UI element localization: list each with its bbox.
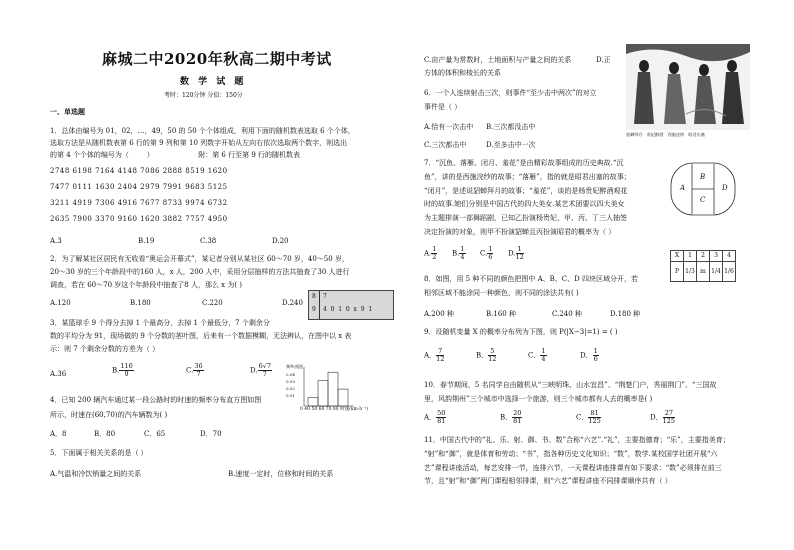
question-9: 9．设随机变量 X 的概率分布列为下图，则 P(|X−3|=1) = ( ) — [424, 328, 618, 336]
option-c[interactable]: C.38 — [200, 237, 217, 245]
denominator: 6 — [593, 355, 598, 364]
table-row: 2635 7900 3370 9160 1620 3882 7757 4950 — [50, 214, 228, 223]
hist-y-tick: 0.01 — [286, 393, 295, 398]
option-a[interactable]: A.120 — [50, 299, 71, 307]
option-c[interactable] — [528, 348, 547, 363]
ink-painting — [626, 44, 750, 130]
numerator: 27 — [663, 410, 675, 418]
question-text-line: 4．已知 200 辆汽车通过某一段公路时的时速的频率分布直方图如图 — [50, 396, 262, 404]
option-d[interactable]: D.正 — [596, 56, 611, 64]
table-row: 7477 0111 1630 2404 2979 7991 9683 5125 — [50, 183, 228, 191]
option-prefix: B. — [452, 249, 460, 258]
numerator: 1 — [593, 347, 598, 355]
stem: 9 — [312, 306, 316, 313]
question-text-line: “闭月”，是述说貂蝉拜月的故事；“羞花”，谈的是杨贵妃醉酒观花 — [424, 186, 628, 195]
question-text-line: 11．中国古代中的“礼、乐、射、御、书、数”合称“六艺”.“礼”，主要指德育；“乐”，主要指美育； — [424, 436, 730, 444]
question-text-line: 节，且“射”和“御”两门课程相邻排课，则“六艺”课程讲座不同排课顺序共有（ ） — [424, 477, 672, 486]
denominator: 81 — [437, 417, 446, 426]
option-b[interactable]: B.180 — [130, 299, 151, 307]
denominator: 12 — [436, 355, 445, 364]
question-7 — [424, 159, 631, 237]
question-text-line: 鱼”，讲的是西施浣纱的故事；“落雁”，指的就是昭君出塞的故事； — [424, 172, 631, 181]
stem: 8 — [312, 293, 316, 300]
region-b-label: B — [700, 173, 706, 181]
fraction — [593, 348, 599, 363]
histogram-bar — [318, 381, 328, 406]
question-text-line: 7．“沉鱼、落雁、闭月、羞花”是由精彩故事组成的历史典故.“沉 — [424, 159, 624, 167]
option-d[interactable] — [250, 363, 272, 378]
question-text-line: 8．如图，用 5 种不同的颜色把图中 A、B、C、D 四块区域分开，若 — [424, 275, 638, 283]
denominator: 9 — [124, 370, 129, 379]
table-cell: 3 — [710, 251, 723, 262]
option-d[interactable]: D．70 — [200, 430, 222, 438]
table-row: 2748 6198 7164 4148 7086 2888 8519 1620 — [50, 167, 228, 176]
question-text-line: 10．春节期间，5 名同学自由随机从“三峡明珠，山水宜昌”、“荆楚门户，秀丽荆门”、“三国故 — [424, 381, 717, 389]
fraction — [459, 246, 465, 261]
option-prefix: B. — [112, 366, 120, 375]
numerator: 1 — [488, 245, 493, 253]
exam-subtitle: 数 学 试 题 — [180, 77, 247, 87]
question-10 — [424, 381, 716, 404]
fraction — [516, 246, 524, 261]
option-a[interactable]: A.气温和冷饮销量之间的关系 — [50, 470, 142, 478]
option-d[interactable]: D.180 种 — [610, 310, 641, 318]
histogram-bar — [338, 389, 348, 406]
option-prefix: A． — [424, 413, 437, 422]
option-prefix: D. — [508, 249, 516, 258]
question-text-line: 相邻区域不能涂同一种颜色，则不同的涂法共有( ) — [424, 288, 579, 297]
fraction — [512, 410, 522, 425]
numerator: 20 — [513, 409, 522, 417]
option-a[interactable]: A.3 — [50, 237, 62, 245]
question-text-line: “射”和“御”，就是体育和劳动；“书”，指各种历史文化知识；“数”，数学.某校国学社团开展“六 — [424, 449, 718, 458]
table-row: 3211 4919 7306 4916 7677 8733 9974 6732 — [50, 198, 228, 207]
option-c-continued: 方体的体积和棱长的关系 — [424, 69, 501, 77]
exam-meta: 考时：120分钟 分值：150分 — [164, 92, 243, 99]
option-prefix: C. — [186, 366, 194, 375]
hist-y-tick: 0.04 — [286, 372, 295, 377]
question-3 — [50, 319, 351, 353]
option-prefix: C． — [528, 351, 541, 360]
option-prefix: D． — [580, 351, 593, 360]
fraction — [193, 363, 203, 378]
numerator: 1 — [432, 245, 437, 253]
section-heading: 一、单选题 — [50, 107, 85, 116]
option-b[interactable] — [500, 410, 522, 425]
hist-y-label: 频率/组距 — [286, 364, 304, 369]
option-prefix: D. — [250, 366, 258, 375]
hist-y-tick: 0.02 — [286, 386, 295, 391]
question-text-line: 为主题排演一部舞蹈剧，已知乙扮演杨贵妃，甲、丙、丁三人抽签 — [424, 214, 627, 222]
option-prefix: D． — [650, 413, 663, 422]
table-cell: 4 — [723, 251, 736, 262]
option-b[interactable]: B.160 种 — [486, 310, 516, 318]
question-text-line: 20～30 岁的三个年龄段中的160 人，x 人，200 人中，采用分层抽样的方法共抽查了30 人进行 — [50, 267, 350, 276]
option-prefix: C. — [480, 249, 488, 258]
fraction — [431, 246, 437, 261]
option-c[interactable] — [576, 410, 601, 425]
denominator: 81 — [513, 417, 522, 426]
table-cell: 2 — [697, 251, 710, 262]
denominator: 125 — [662, 417, 676, 426]
option-b[interactable] — [112, 363, 134, 378]
leaf: 7 — [323, 293, 327, 300]
question-text-line: 示：则 7 个剩余分数的方差为（ ） — [50, 344, 160, 353]
table-cell: P — [671, 262, 684, 282]
table-cell: 1/3 — [684, 262, 697, 282]
option-c[interactable] — [186, 363, 204, 378]
option-a[interactable]: A.恰有一次击中 — [424, 123, 474, 131]
numerator: 36 — [194, 362, 203, 370]
option-prefix: B． — [476, 351, 489, 360]
question-text-line: 调查，若在 60～70 岁这个年龄段中抽查了8 人，那么 x 为( ) — [50, 280, 243, 289]
table-row — [671, 251, 736, 262]
distribution-table — [670, 250, 736, 282]
fraction — [119, 363, 133, 378]
table-cell: 1 — [684, 251, 697, 262]
question-text-line: 3．某篮球手 9 个得分去掉 1 个最高分，去掉 1 个最低分，7 个剩余分 — [50, 319, 270, 327]
option-c[interactable]: C.240 种 — [552, 310, 582, 318]
table-row — [671, 262, 736, 282]
hist-y-ticks — [286, 371, 295, 399]
numerator: 50 — [437, 409, 446, 417]
option-a[interactable]: A．8 — [50, 430, 67, 438]
option-d[interactable] — [650, 410, 675, 425]
question-5: 5．下面属于相关关系的是（ ） — [50, 449, 148, 457]
option-b[interactable] — [452, 246, 466, 261]
table-cell: m — [697, 262, 710, 282]
fraction — [663, 410, 675, 425]
numerator: 116 — [120, 362, 133, 370]
four-beauties-image — [626, 44, 750, 138]
option-a[interactable] — [424, 348, 444, 363]
numerator: 81 — [588, 410, 600, 418]
denominator: 12 — [515, 253, 524, 262]
region-c-label: C — [700, 196, 706, 204]
fraction — [488, 348, 496, 363]
table-cell: 1/4 — [710, 262, 723, 282]
question-text-line: 决定扮演的对象，则甲不扮演貂蝉且丙扮演昭君的概率为（ ） — [424, 227, 616, 236]
stem-divider — [319, 291, 320, 319]
option-c[interactable]: C.220 — [202, 299, 223, 307]
option-d[interactable]: D.240 — [282, 299, 303, 307]
denominator: 7 — [196, 370, 201, 379]
question-text-line: 艺”课程讲座活动，每艺安排一节，连排六节，一天课程讲座排课有如下要求：“数”必须排在前三 — [424, 463, 722, 472]
option-a[interactable] — [424, 410, 446, 425]
question-text-line: 6．一个人连续射击三次，则事件“至少击中两次”的对立 — [424, 89, 597, 97]
numerator: 1 — [541, 347, 546, 355]
numerator: 5 — [488, 348, 496, 356]
option-prefix: C． — [576, 413, 589, 422]
question-4 — [50, 396, 261, 420]
option-a[interactable]: A.36 — [50, 370, 67, 378]
hist-x-axis-label: 0 40 50 60 70 80 时速(km·h⁻¹) — [300, 407, 369, 412]
region-a-label: A — [680, 184, 686, 192]
option-c[interactable]: C.三次都击中 — [424, 141, 467, 149]
region-d-label: D — [722, 184, 728, 192]
table-cell: X — [671, 251, 684, 262]
numerator: 1 — [460, 245, 465, 253]
option-b[interactable]: B．80 — [94, 430, 116, 438]
question-text-line: 2．为了解某社区居民有无收看“奥运会开幕式”，某记者分别从某社区 60～70 岁，40～50 岁， — [50, 255, 349, 263]
denominator: 6 — [488, 253, 493, 262]
fraction — [487, 246, 493, 261]
numerator: 1 — [516, 246, 524, 254]
fraction — [588, 410, 600, 425]
option-b[interactable]: B.19 — [138, 237, 155, 245]
table-cell: 1/6 — [723, 262, 736, 282]
fraction — [258, 363, 272, 378]
denominator: 4 — [541, 355, 546, 364]
option-d[interactable]: D.20 — [272, 237, 289, 245]
random-number-table — [50, 167, 392, 223]
fraction — [540, 348, 546, 363]
exam-title: 麻城二中2020年秋高二期中考试 — [102, 50, 332, 68]
denominator: 4 — [460, 253, 465, 262]
numerator: 7 — [436, 348, 444, 356]
option-d[interactable]: D.至多击中一次 — [486, 141, 536, 149]
region-diagram — [670, 162, 736, 216]
option-c[interactable]: C．65 — [144, 430, 166, 438]
option-d[interactable] — [508, 246, 524, 261]
hist-y-tick: 0.03 — [286, 379, 295, 384]
option-prefix: B． — [500, 413, 513, 422]
image-caption: 貂蝉拜月 贵妃醉酒 西施浣纱 昭君出塞 — [626, 132, 705, 137]
fraction — [436, 410, 446, 425]
option-b[interactable]: B.速度一定时，位移和时间的关系 — [228, 470, 334, 478]
option-c[interactable] — [480, 246, 493, 261]
denominator: 7 — [262, 370, 267, 379]
question-6 — [424, 89, 597, 112]
frequency-histogram — [286, 364, 392, 414]
option-c[interactable]: C.亩产量为常数时，土地面积与产量之间的关系 — [424, 56, 572, 64]
question-text-line: 数的平均分为 91，现场做的 9 个分数的茎叶图，后来有一个数据模糊，无法辨认，在图中以 x 表 — [50, 331, 352, 340]
leaf: 4 0 1 0 x 9 1 — [323, 306, 373, 313]
question-text-line: 事件是（ ） — [424, 102, 462, 111]
question-2 — [50, 255, 350, 289]
denominator: 125 — [588, 417, 601, 426]
histogram-bar — [328, 372, 338, 406]
numerator: 6√7 — [258, 362, 272, 370]
histogram-bar — [308, 398, 318, 406]
question-text-line: 的第 4 个个体的编号为（ ） 附：第 6 行至第 9 行的随机数表 — [50, 150, 301, 159]
question-text-line: 1．总体由编号为 01，02，…，49，50 的 50 个个体组成，利用下面的随机数表选取 6 个个体， — [50, 127, 355, 135]
question-text-line: 选取方法是从随机数表第 6 行的第 9 列和第 10 列数字开始从左向右依次选取两个数字，则选出 — [50, 138, 348, 147]
option-d[interactable] — [580, 348, 599, 363]
question-11 — [424, 436, 730, 486]
question-1 — [50, 127, 392, 223]
option-prefix: A. — [424, 249, 432, 258]
option-b[interactable] — [476, 348, 496, 363]
denominator: 12 — [488, 355, 497, 364]
fraction — [436, 348, 444, 363]
question-8 — [424, 275, 638, 298]
option-prefix: A． — [424, 351, 437, 360]
stem-leaf-plot — [308, 290, 394, 320]
question-text-line: 所示，时速在(60,70)的汽车辆数为( ) — [50, 410, 168, 419]
denominator: 2 — [432, 253, 437, 262]
question-text-line: 时的故事.她们分别是中国古代的四大美女.某艺术团要以四大美女 — [424, 200, 625, 209]
option-b[interactable]: B.三次都没击中 — [486, 123, 536, 131]
option-a[interactable]: A.200 种 — [424, 310, 454, 318]
question-text-line: 里，风韵荆州”三个城市中选择一个旅游，则三个城市都有人去的概率是( ) — [424, 394, 653, 403]
option-a[interactable] — [424, 246, 437, 261]
